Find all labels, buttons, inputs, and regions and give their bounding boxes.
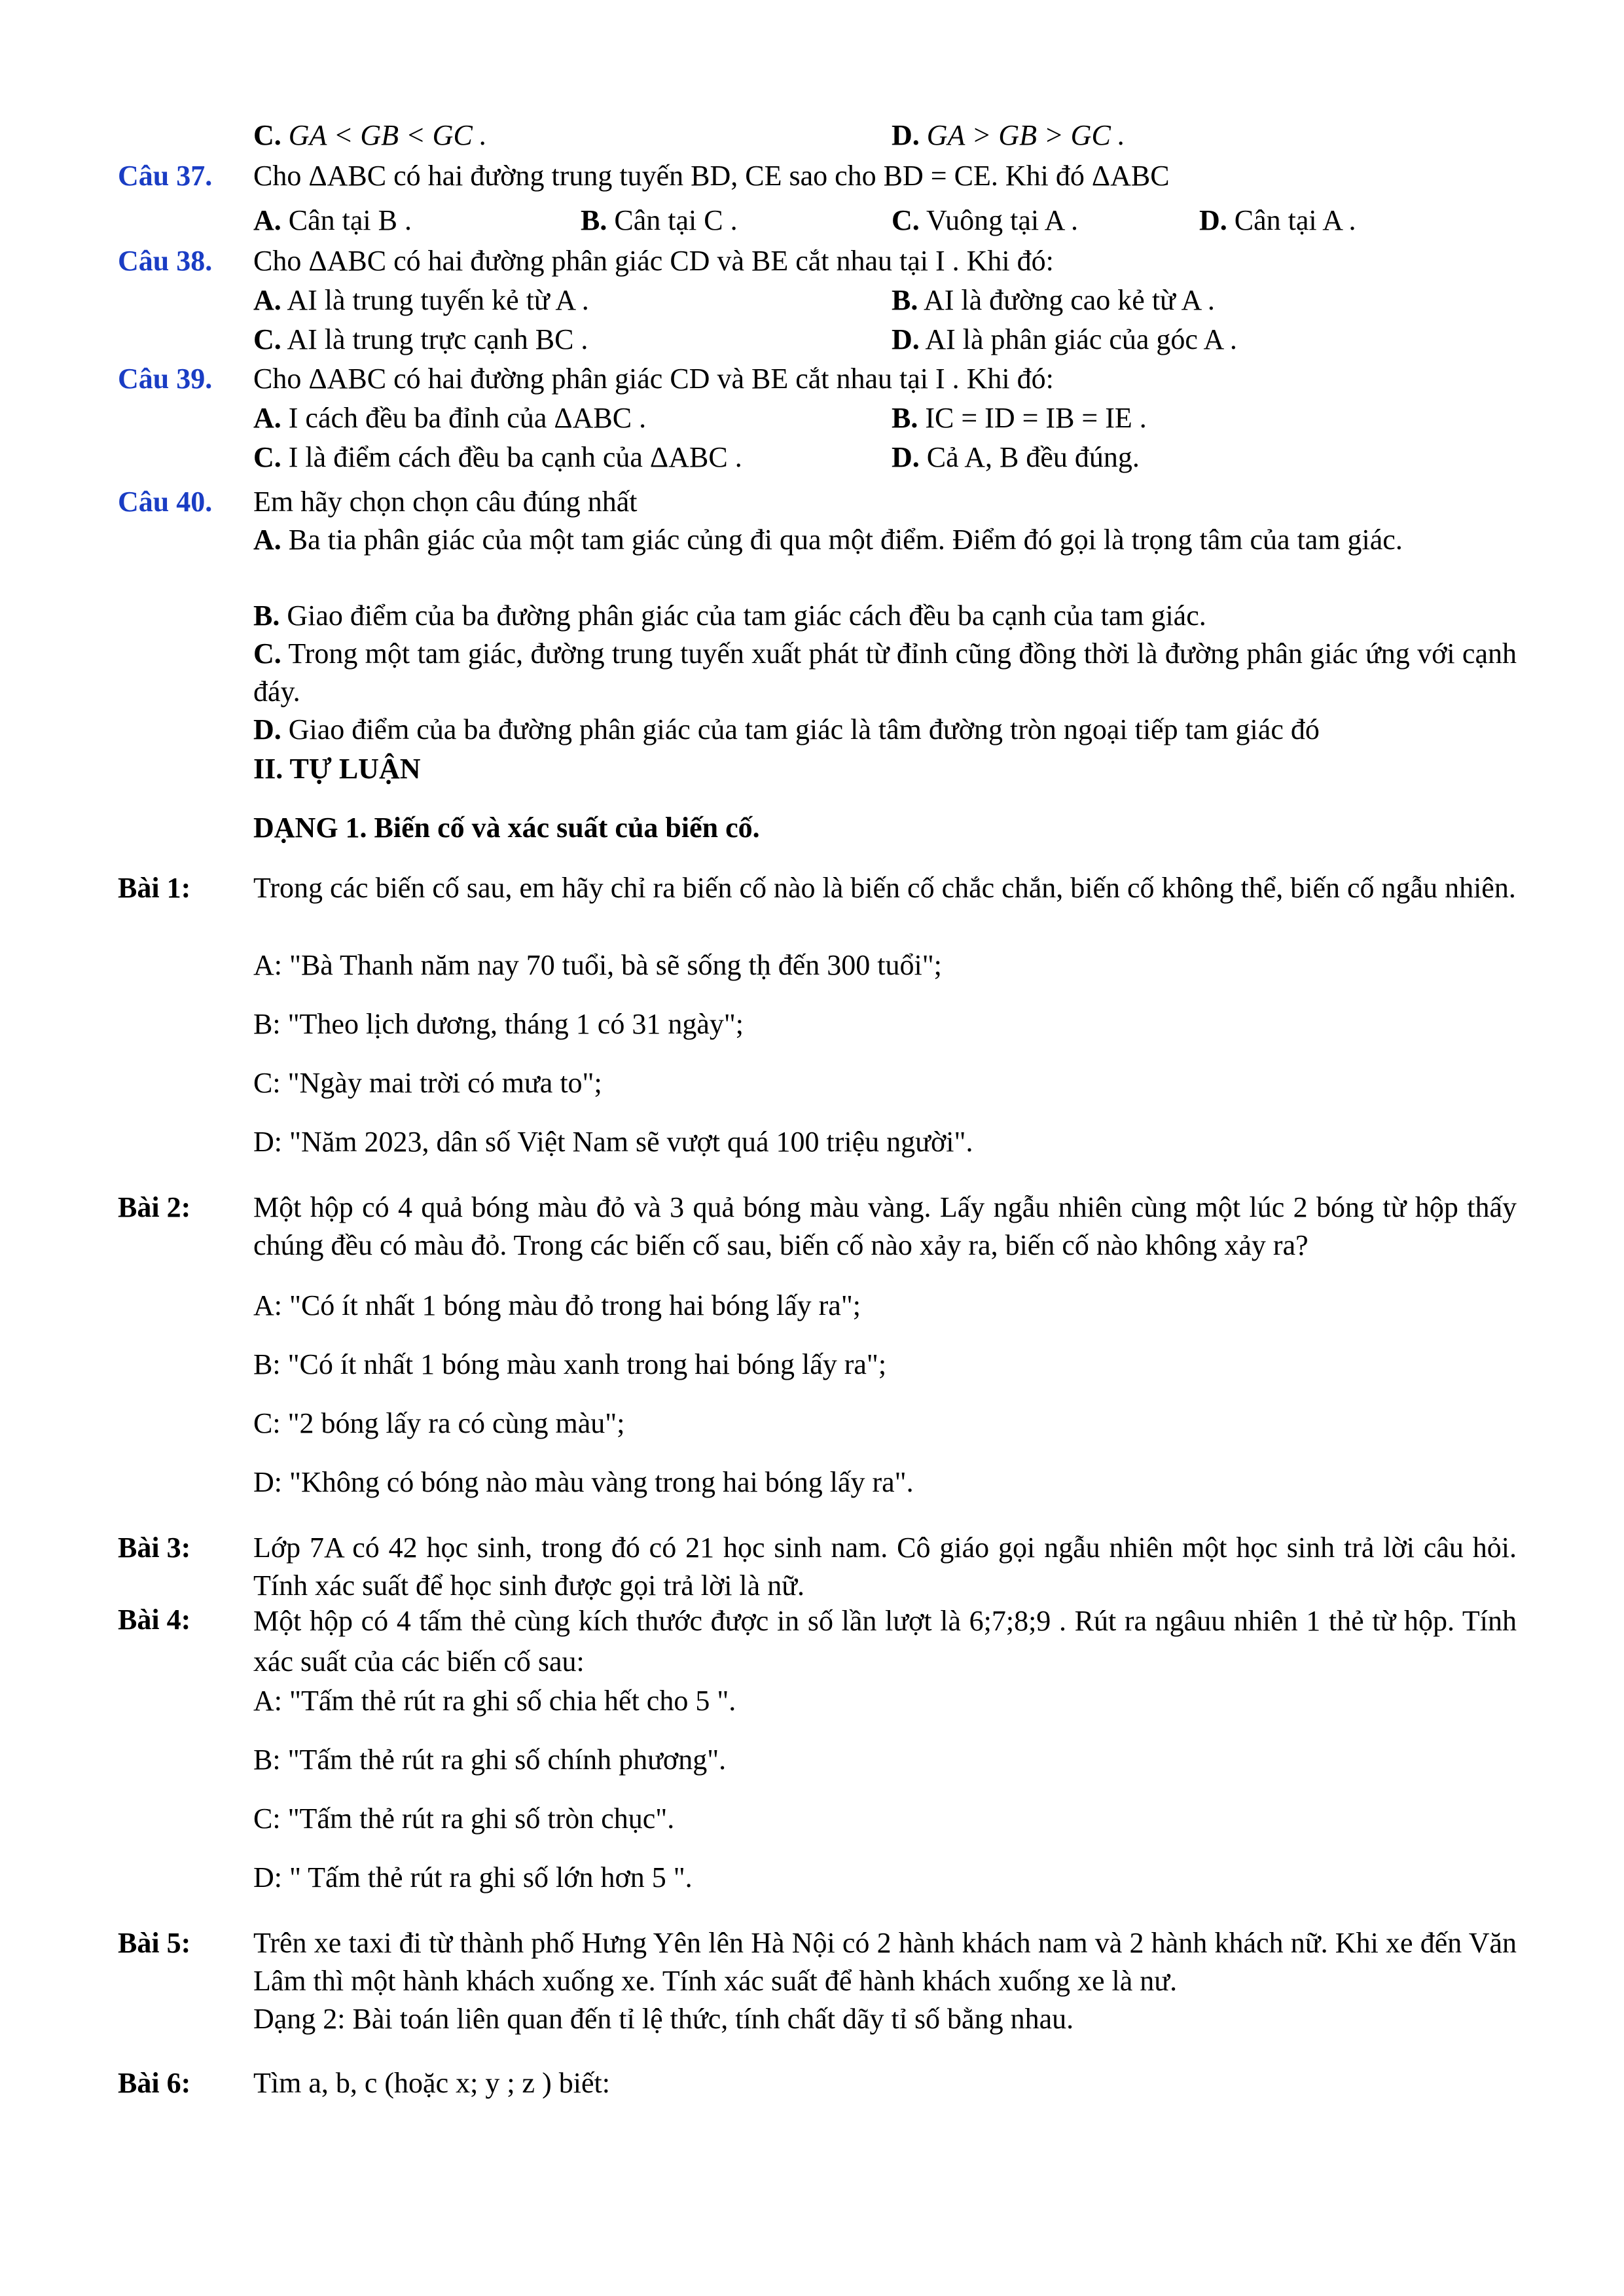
q37-option-b: B. Cân tại C . (581, 204, 738, 236)
q40-option-a: A. Ba tia phân giác của một tam giác củng đi qua một điểm. Điểm đó gọi là trọng tâm của tam giác. (253, 524, 1403, 556)
bai5-stem: Trên xe taxi đi từ thành phố Hưng Yên lên Hà Nội có 2 hành khách nam và 2 hành khách nữ. Khi xe đến Văn Lâm thì một hành khách xuống xe. Tính xác suất để hành khách xuống xe là nư. (253, 1927, 1517, 1997)
bai6-label: Bài 6: (118, 2067, 191, 2099)
bai4-stem: Một hộp có 4 tấm thẻ cùng kích thước được in số lần lượt là 6;7;8;9 . Rút ra ngâuu nhiên 1 thẻ từ hộp. Tính xác suất của các biến cố sau: (253, 1605, 1517, 1677)
q40-stem: Em hãy chọn chọn câu đúng nhất (253, 486, 638, 518)
q38-option-a: A. AI là trung tuyến kẻ từ A . (253, 284, 589, 316)
bai4-event-d: D: " Tấm thẻ rút ra ghi số lớn hơn 5 ". (253, 1861, 693, 1893)
q40-option-d: D. Giao điểm của ba đường phân giác của tam giác là tâm đường tròn ngoại tiếp tam giác đó (253, 713, 1320, 745)
bai1-event-a: A: "Bà Thanh năm nay 70 tuổi, bà sẽ sống tḥ đến 300 tuổi"; (253, 949, 942, 981)
bai6-stem: Tìm a, b, c (hoặc x; y ; z ) biết: (253, 2067, 610, 2099)
bai1-stem: Trong các biến cố sau, em hãy chỉ ra biến cố nào là biến cố chắc chắn, biến cố không thể, biến cố ngẫu nhiên. (253, 872, 1516, 904)
q37-stem: Cho ΔABC có hai đường trung tuyến BD, CE sao cho BD = CE. Khi đó ΔABC (253, 160, 1170, 192)
q37-option-c: C. Vuông tại A . (892, 204, 1079, 236)
q38-option-b: B. AI là đường cao kẻ từ A . (892, 284, 1215, 316)
bai2-event-b: B: "Có ít nhất 1 bóng màu xanh trong hai bóng lấy ra"; (253, 1348, 887, 1380)
q36-option-d: D. GA > GB > GC . (892, 119, 1125, 151)
bai2-event-d: D: "Không có bóng nào màu vàng trong hai bóng lấy ra". (253, 1466, 914, 1498)
q39-option-d: D. Cả A, B đều đúng. (892, 441, 1140, 473)
bai3-label: Bài 3: (118, 1532, 191, 1564)
q39-option-c: C. I là điểm cách đều ba cạnh của ΔABC . (253, 441, 742, 473)
q39-stem: Cho ΔABC có hai đường phân giác CD và BE cắt nhau tại I . Khi đó: (253, 363, 1054, 395)
dang2-heading: Dạng 2: Bài toán liên quan đến tỉ lệ thức, tính chất dãy tỉ số bằng nhau. (253, 2003, 1074, 2035)
bai2-stem: Một hộp có 4 quả bóng màu đỏ và 3 quả bóng màu vàng. Lấy ngẫu nhiên cùng một lúc 2 bóng từ hộp thấy chúng đều có màu đỏ. Trong các biến cố sau, biến cố nào xảy ra, biến cố nào không xảy ra? (253, 1191, 1517, 1261)
bai4-label: Bài 4: (118, 1604, 191, 1636)
bai1-label: Bài 1: (118, 872, 191, 904)
bai1-event-b: B: "Theo lịch dương, tháng 1 có 31 ngày"; (253, 1008, 744, 1040)
q37-option-a: A. Cân tại B . (253, 204, 412, 236)
q38-option-d: D. AI là phân giác của góc A . (892, 323, 1237, 355)
bai2-event-c: C: "2 bóng lấy ra có cùng màu"; (253, 1407, 625, 1439)
q40-option-b: B. Giao điểm của ba đường phân giác của tam giác cách đều ba cạnh của tam giác. (253, 600, 1206, 632)
bai2-event-a: A: "Có ít nhất 1 bóng màu đỏ trong hai bóng lấy ra"; (253, 1289, 861, 1321)
q39-label: Câu 39. (118, 363, 213, 395)
q40-option-c: C. Trong một tam giác, đường trung tuyến xuất phát từ đỉnh cũng đồng thời là đường phân giác ứng với cạnh đáy. (253, 637, 1517, 708)
bai3-stem: Lớp 7A có 42 học sinh, trong đó có 21 học sinh nam. Cô giáo gọi ngẫu nhiên một học sinh trả lời câu hỏi. Tính xác suất để học sinh được gọi trả lời là nữ. (253, 1532, 1517, 1602)
bai4-event-b: B: "Tấm thẻ rút ra ghi số chính phương". (253, 1744, 727, 1776)
bai4-event-a: A: "Tấm thẻ rút ra ghi số chia hết cho 5 ". (253, 1685, 736, 1717)
q40-label: Câu 40. (118, 486, 213, 518)
bai2-label: Bài 2: (118, 1191, 191, 1223)
q39-option-b: B. IC = ID = IB = IE . (892, 402, 1147, 434)
bai1-event-d: D: "Năm 2023, dân số Việt Nam sẽ vượt quá 100 triệu người". (253, 1126, 973, 1158)
q37-label: Câu 37. (118, 160, 213, 192)
bai1-event-c: C: "Ngày mai trời có mưa to"; (253, 1067, 602, 1099)
bai5-label: Bài 5: (118, 1927, 191, 1959)
q39-option-a: A. I cách đều ba đỉnh của ΔABC . (253, 402, 647, 434)
q38-stem: Cho ΔABC có hai đường phân giác CD và BE cắt nhau tại I . Khi đó: (253, 245, 1054, 277)
q38-option-c: C. AI là trung trực cạnh BC . (253, 323, 588, 355)
q37-option-d: D. Cân tại A . (1199, 204, 1356, 236)
dang1-heading: DẠNG 1. Biến cố và xác suất của biến cố. (253, 812, 760, 844)
q38-label: Câu 38. (118, 245, 213, 277)
bai4-event-c: C: "Tấm thẻ rút ra ghi số tròn chục". (253, 1803, 675, 1835)
section-title: II. TỰ LUẬN (253, 753, 421, 785)
q36-option-c: C. GA < GB < GC . (253, 119, 487, 151)
